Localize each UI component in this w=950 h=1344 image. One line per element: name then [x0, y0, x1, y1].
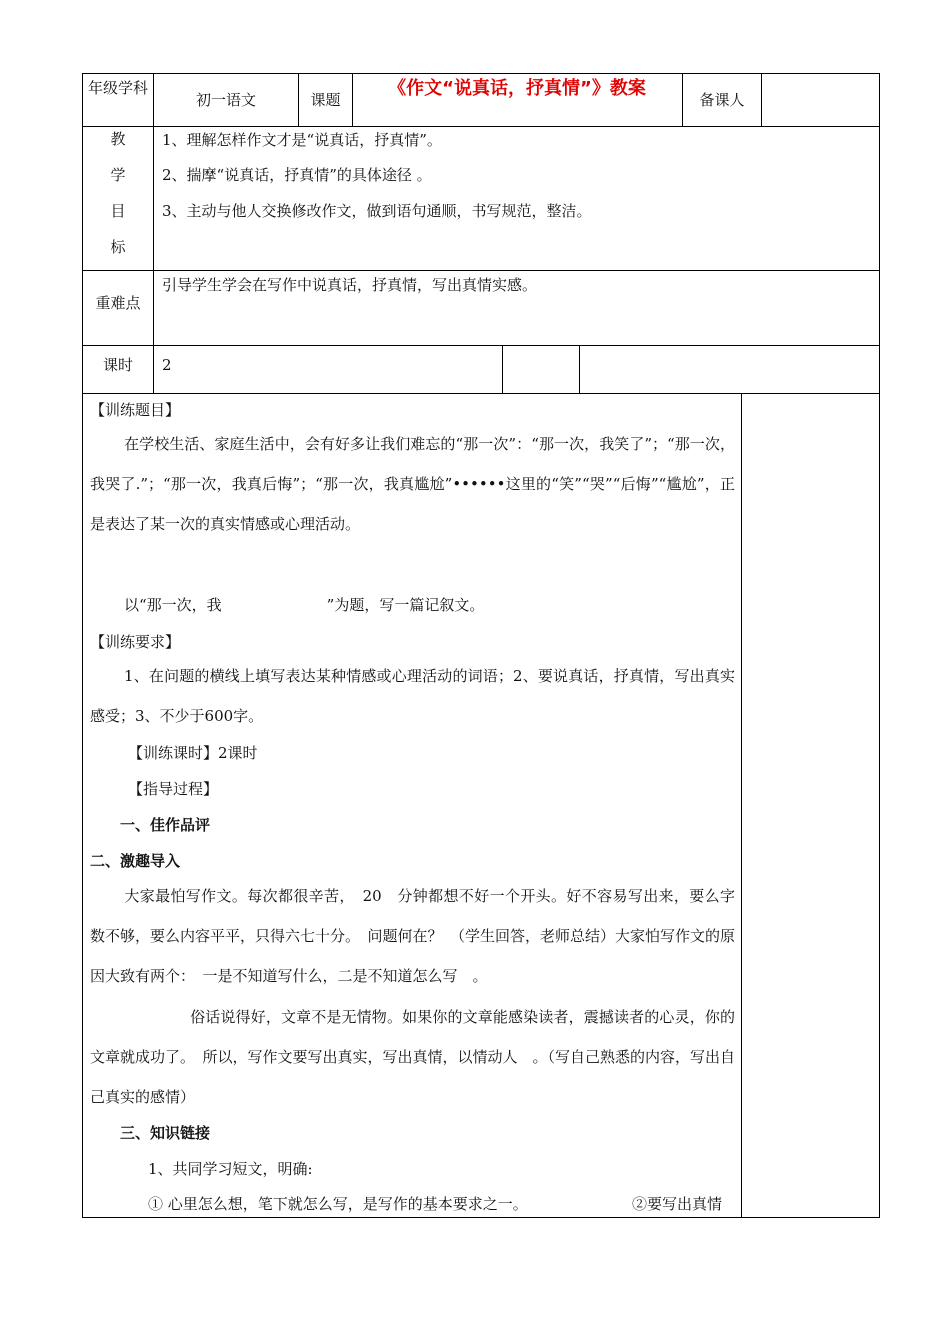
objectives-label-char: 教	[110, 130, 126, 148]
difficulty-label: 重难点	[95, 294, 141, 312]
topic-paragraph	[90, 424, 735, 544]
col-divider	[579, 345, 580, 393]
objectives-label-char: 学	[110, 166, 126, 184]
link-item: ① 心里怎么想，笔下就怎么写，是写作的基本要求之一。	[148, 1195, 528, 1213]
link-item: ②要写出真情	[632, 1195, 723, 1213]
objective-item: 2、揣摩“说真话，抒真情”的具体途径 。	[162, 166, 432, 184]
document-title: 《作文“说真话，抒真情”》教案	[388, 78, 646, 99]
hours-label: 课时	[102, 356, 133, 374]
col-divider	[741, 393, 742, 1217]
grade-label: 年级学科	[87, 79, 148, 97]
difficulty-text: 引导学生学会在写作中说真话，抒真情，写出真情实感。	[162, 276, 538, 294]
section-heading: 一、佳作品评	[120, 816, 211, 834]
row-divider	[82, 393, 880, 394]
topic-label: 课题	[310, 91, 341, 109]
table-border-right	[879, 73, 880, 1217]
topic-paragraph-text: 在学校生活、家庭生活中，会有好多让我们难忘的“那一次”：“那一次，我笑了”；“那一次，我哭了.”；“那一次，我真后悔”；“那一次，我真尴尬”••••••这里的“笑”“哭”“后悔”“尴尬”，正是表达了某一次的真实情感或心理活动。	[90, 435, 735, 533]
hours-value: 2	[162, 356, 172, 374]
col-divider	[761, 73, 762, 126]
topic-line: 以“那一次，我 ”为题，写一篇记叙文。	[124, 596, 485, 614]
grade-value: 初一语文	[195, 91, 256, 109]
section-heading: 二、激趣导入	[90, 852, 181, 870]
requirements-paragraph-text: 1、在问题的横线上填写表达某种情感或心理活动的词语；2、要说真话，抒真情，写出真实感受；3、不少于600字。	[90, 667, 735, 725]
hours-line: 【训练课时】2课时	[128, 744, 258, 762]
row-divider	[82, 270, 880, 271]
table-border-left	[82, 73, 83, 1217]
requirements-paragraph	[90, 656, 735, 736]
objectives-label-char: 标	[110, 238, 126, 256]
intro-paragraph-2-text: 俗话说得好，文章不是无情物。如果你的文章能感染读者，震撼读者的心灵，你的文章就成功了。 所以，写作文要写出真实，写出真情，以情动人 。（写自己熟悉的内容，写出自己真实的感情）	[90, 1008, 736, 1106]
link-item: 1、共同学习短文，明确:	[148, 1160, 313, 1178]
row-divider	[82, 345, 880, 346]
requirements-heading: 【训练要求】	[90, 633, 181, 651]
row-divider	[82, 126, 880, 127]
table-border-bottom	[82, 1217, 880, 1218]
guide-heading: 【指导过程】	[128, 780, 219, 798]
intro-paragraph-1-text: 大家最怕写作文。每次都很辛苦， 20 分钟都想不好一个开头。好不容易写出来，要么字数不够，要么内容平平，只得六七十分。 问题何在？ （学生回答，老师总结）大家怕写作文的原因大致有两个： 一是不知道写什么，二是不知道怎么写 。	[90, 887, 736, 985]
intro-paragraph-1	[90, 876, 735, 996]
objectives-label-char: 目	[110, 202, 126, 220]
section-heading: 三、知识链接	[120, 1124, 211, 1142]
training-topic-heading: 【训练题目】	[90, 401, 181, 419]
col-divider	[153, 73, 154, 393]
col-divider	[502, 345, 503, 393]
preparer-label: 备课人	[699, 91, 745, 109]
objective-item: 3、主动与他人交换修改作文，做到语句通顺，书写规范，整洁。	[162, 202, 592, 220]
objective-item: 1、理解怎样作文才是“说真话，抒真情”。	[162, 131, 442, 149]
intro-paragraph-2	[90, 997, 735, 1117]
